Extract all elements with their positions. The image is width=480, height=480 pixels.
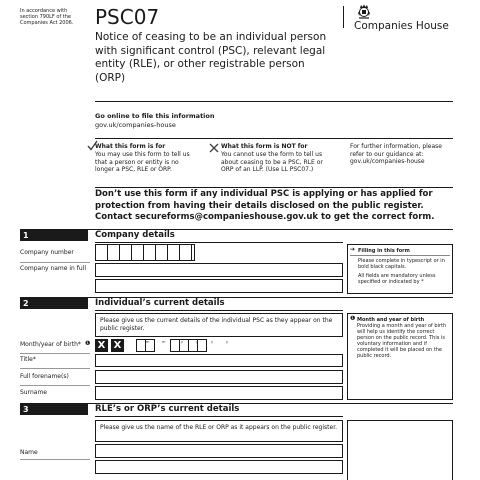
form-code: PSC07 (95, 5, 160, 29)
title-label: Title* (20, 356, 36, 363)
forenames-input[interactable] (95, 370, 343, 384)
title-input[interactable] (95, 354, 343, 367)
filling-in-text-2: All fields are mandatory unless specified or indicated by * (358, 273, 436, 285)
section-3-instruction: Please give us the name of the RLE or ORP as it appears on the public register. (100, 424, 338, 431)
royal-crest-icon (356, 4, 372, 20)
section-3-number: 3 (20, 404, 88, 415)
arrow-right-icon: ➔ (350, 246, 356, 253)
filling-in-heading: Filling in this form (358, 248, 410, 254)
brand-name: Companies House (354, 20, 449, 32)
name-label: Name (20, 449, 38, 456)
surname-input[interactable] (95, 386, 343, 400)
dob-year-cell-4[interactable] (198, 339, 207, 352)
dob-aside-text: Providing a month and year of birth will help us identify the correct person on the public record. This is voluntary information and if completed it will be placed on the public record. (357, 323, 447, 359)
online-heading: Go online to file this information (95, 112, 215, 120)
surname-label: Surname (20, 389, 47, 396)
not-for-heading: What this form is NOT for (221, 143, 308, 150)
forenames-label: Full forename(s) (20, 373, 69, 380)
dob-aside-heading: Month and year of birth (357, 317, 425, 323)
not-for-text: You cannot use the form to tell us about ceasing to be a PSC, RLE or ORP of an LLP. (Use LL PSC07.) (221, 151, 323, 173)
warning-text: Don’t use this form if any individual PSC is applying or has applied for protection from having their details disclosed on the public register. Contact secureforms@companieshouse.gov.uk to get the correct form. (95, 189, 435, 222)
section-1-title: Company details (95, 230, 175, 240)
company-number-input[interactable] (95, 244, 195, 261)
for-heading: What this form is for (95, 143, 166, 150)
dob-month-masked-2: X (111, 339, 124, 352)
dob-year-hint-3: y (211, 340, 214, 344)
name-input-line1[interactable] (95, 444, 343, 458)
dob-month-cell-1[interactable] (136, 339, 146, 352)
dob-label: Month/year of birth* (20, 341, 81, 348)
for-text: You may use this form to tell us that a person or entity is no longer a PSC, RLE or ORP. (95, 151, 190, 173)
section-2-instruction-box (95, 313, 343, 337)
dob-year-hint-2: y (196, 340, 199, 344)
company-number-label: Company number (20, 249, 74, 256)
section-2-title: Individual’s current details (95, 298, 225, 308)
dob-year-hint-1: y (181, 340, 184, 344)
company-name-input-line1[interactable] (95, 263, 343, 277)
name-input-line2[interactable] (95, 460, 343, 474)
dob-year-cell-1[interactable] (170, 339, 180, 352)
info-circle-icon: ❶ (85, 340, 91, 347)
section-3-instruction-box (95, 420, 343, 442)
dob-month-masked-1: X (95, 339, 108, 352)
company-name-input-line2[interactable] (95, 279, 343, 293)
dob-month-hint-1: m (146, 340, 150, 344)
filling-in-aside (347, 244, 453, 294)
company-name-label: Company name in full (20, 265, 86, 272)
online-url[interactable]: gov.uk/companies-house (95, 121, 176, 129)
info-aside-icon: ❶ (350, 315, 356, 322)
section-2-number: 2 (20, 298, 88, 309)
further-info-text: For further information, please refer to our guidance at: gov.uk/companies-house (350, 143, 442, 165)
form-title: Notice of ceasing to be an individual person with significant control (PSC), relevant legal entity (RLE), or other registrable person (ORP) (95, 31, 327, 84)
dob-year-hint-4: y (226, 340, 229, 344)
dob-month-hint-2: m (162, 340, 166, 344)
dob-aside (347, 313, 453, 400)
section-3-aside (347, 420, 453, 480)
section-1-number: 1 (20, 230, 88, 241)
cross-icon (209, 143, 219, 153)
statutory-note: In accordance with section 790LF of the Companies Act 2006. (20, 8, 74, 26)
section-2-instruction: Please give us the current details of the individual PSC as they appear on the public register. (100, 317, 333, 332)
section-3-title: RLE’s or ORP’s current details (95, 404, 240, 414)
filling-in-text-1: Please complete in typescript or in bold black capitals. (358, 258, 445, 270)
